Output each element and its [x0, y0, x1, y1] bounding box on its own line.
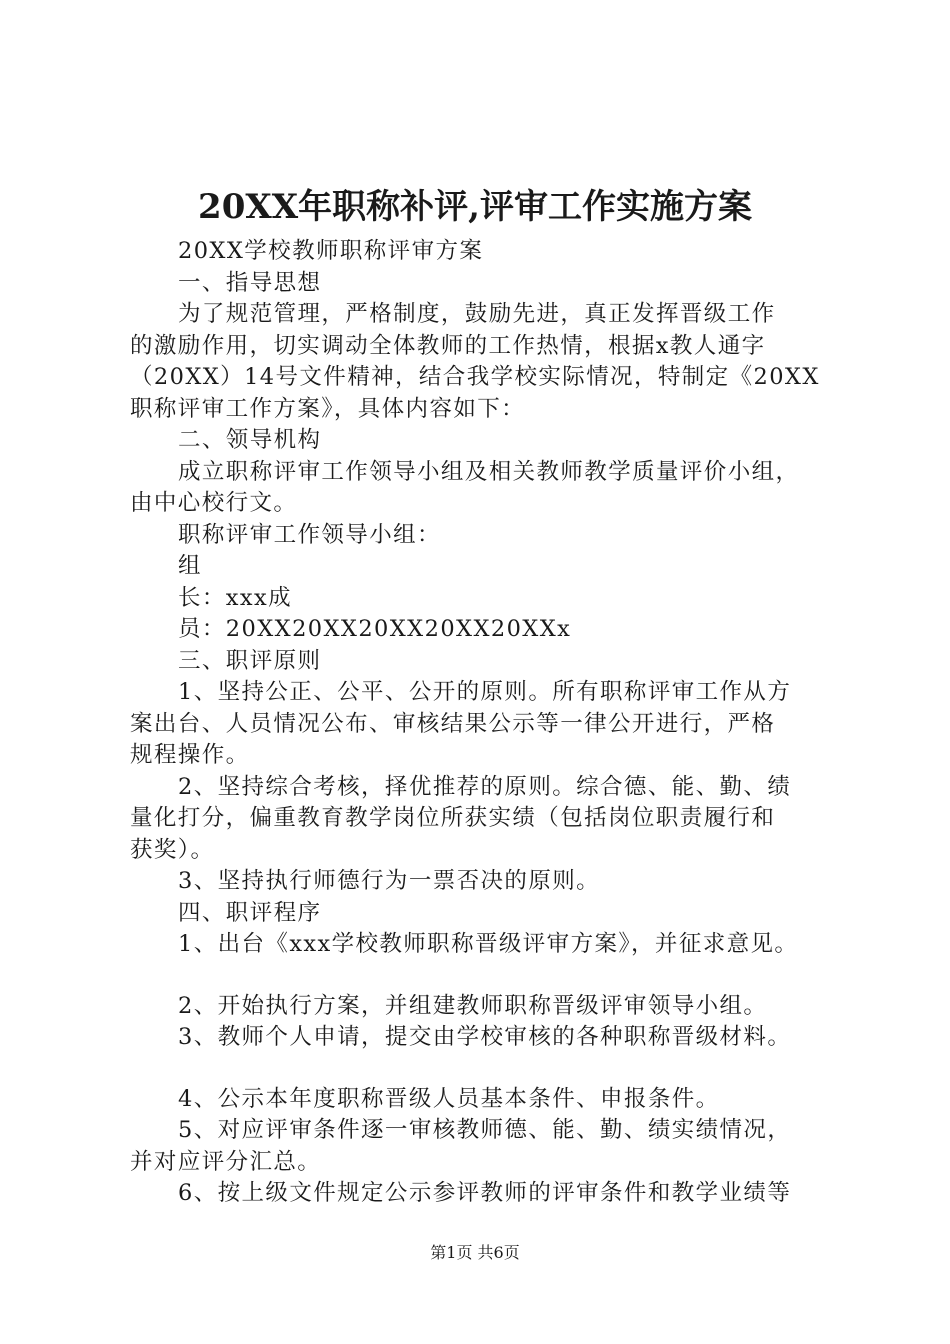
body-line: 2、坚持综合考核，择优推荐的原则。综合德、能、勤、绩: [178, 773, 792, 800]
body-line: 6、按上级文件规定公示参评教师的评审条件和教学业绩等: [178, 1180, 792, 1206]
body-line: 职称评审工作领导小组：: [178, 521, 441, 548]
body-line: 由中心校行文。: [130, 490, 298, 516]
body-line: 2、开始执行方案，并组建教师职称晋级评审领导小组。: [178, 992, 768, 1019]
body-line: 3、教师个人申请，提交由学校审核的各种职称晋级材料。: [178, 1024, 792, 1050]
document-body: [130, 236, 860, 1210]
body-line: 获奖）。: [130, 836, 215, 863]
body-line: 规程操作。: [130, 742, 250, 768]
page-footer: 第1页 共6页: [430, 1243, 520, 1262]
body-line: 量化打分，偏重教育教学岗位所获实绩（包括岗位职责履行和: [130, 805, 776, 831]
body-line: 成立职称评审工作领导小组及相关教师教学质量评价小组，: [178, 458, 800, 485]
document-title: 20XX年职称补评,评审工作实施方案: [198, 187, 752, 227]
body-line: 1、坚持公正、公平、公开的原则。所有职称评审工作从方: [178, 679, 792, 705]
body-line: 职称评审工作方案》，具体内容如下：: [130, 395, 526, 422]
section-heading: 四、职评程序: [178, 899, 322, 926]
body-line: （20XX）14号文件精神，结合我学校实际情况，特制定《20XX: [130, 364, 820, 390]
section-heading: 一、指导思想: [178, 269, 322, 296]
paragraph-gap: [130, 1054, 860, 1084]
paragraph-gap: [130, 961, 860, 991]
body-line: 20XX学校教师职称评审方案: [178, 238, 484, 264]
body-line: 员：20XX20XX20XX20XX20XXx: [178, 616, 572, 642]
body-line: 长：xxx成: [178, 584, 292, 611]
body-line: 的激励作用，切实调动全体教师的工作热情，根据x教人通字: [130, 332, 766, 359]
body-line: 3、坚持执行师德行为一票否决的原则。: [178, 868, 601, 894]
body-line: 并对应评分汇总。: [130, 1148, 322, 1175]
body-line: 5、对应评审条件逐一审核教师德、能、勤、绩实绩情况，: [178, 1117, 792, 1143]
body-line: 为了规范管理，严格制度，鼓励先进，真正发挥晋级工作: [178, 301, 776, 327]
body-line: 1、出台《xxx学校教师职称晋级评审方案》，并征求意见。: [178, 931, 799, 957]
section-heading: 三、职评原则: [178, 647, 322, 674]
body-line: 组: [178, 553, 202, 579]
section-heading: 二、领导机构: [178, 427, 322, 453]
body-line: 4、公示本年度职称晋级人员基本条件、申报条件。: [178, 1085, 720, 1112]
body-line: 案出台、人员情况公布、审核结果公示等一律公开进行，严格: [130, 710, 776, 737]
